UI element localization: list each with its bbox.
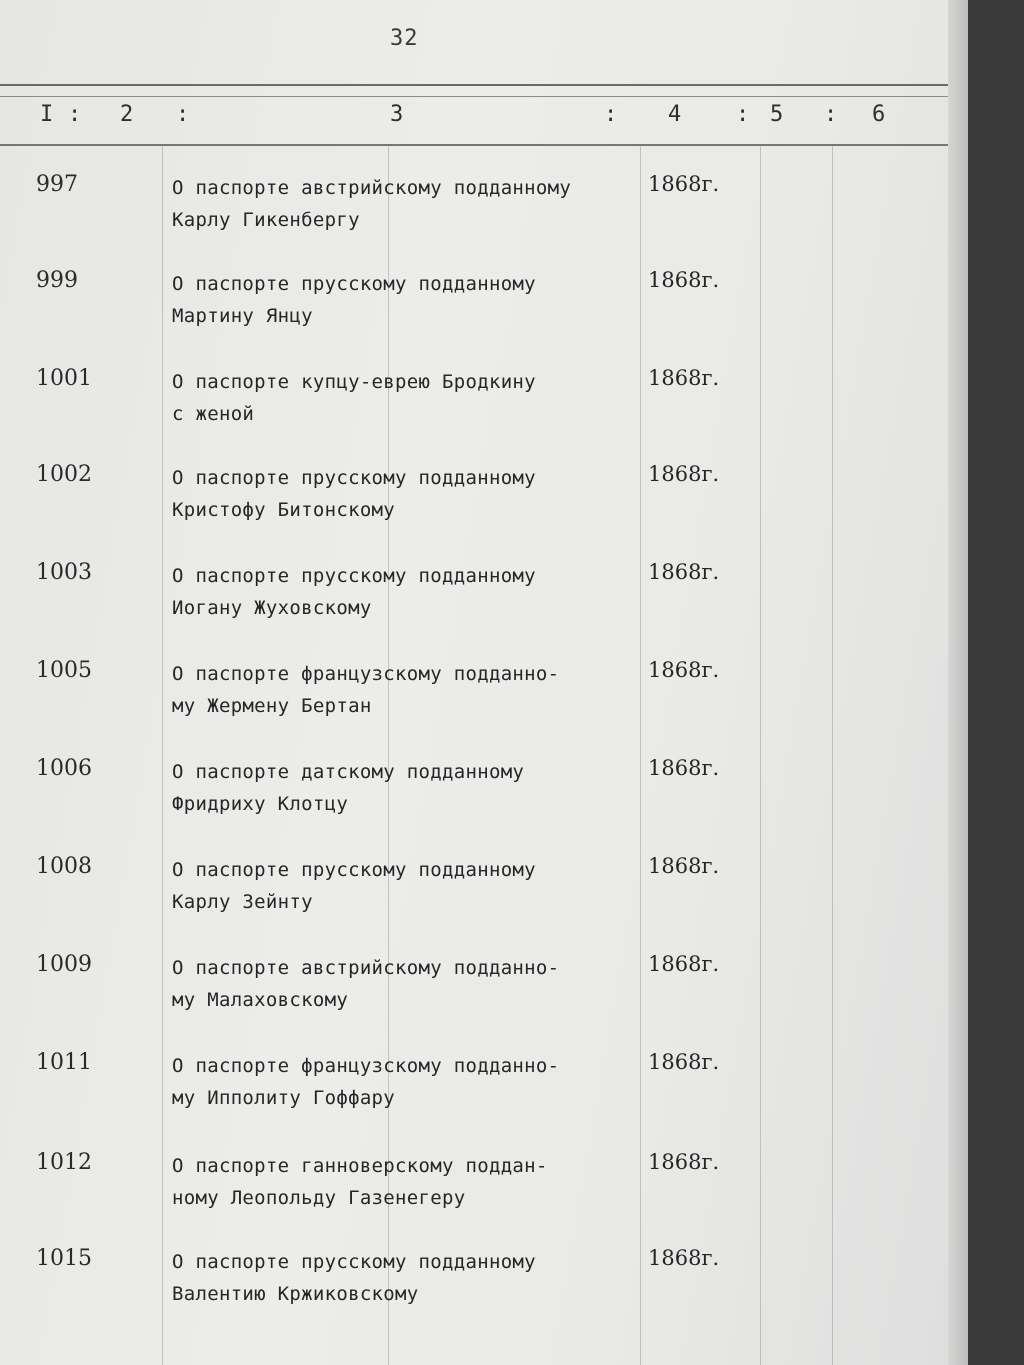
entry-year: 1868г. xyxy=(648,268,720,292)
list-item xyxy=(0,172,948,262)
entry-year: 1868г. xyxy=(648,952,720,976)
header-inner-rule xyxy=(0,96,948,97)
list-item xyxy=(0,462,948,552)
entry-year: 1868г. xyxy=(648,560,720,584)
entry-number: 1012 xyxy=(36,1150,92,1175)
column-header-1: I xyxy=(40,102,54,127)
entry-year: 1868г. xyxy=(648,366,720,390)
entry-description: О паспорте датскому подданному Фридриху Клотцу xyxy=(172,761,525,815)
entry-description: О паспорте прусскому подданному Валентию Кржиковскому xyxy=(172,1251,536,1305)
entry-number: 1002 xyxy=(36,462,92,487)
entry-year: 1868г. xyxy=(648,1050,720,1074)
header-top-rule xyxy=(0,84,948,86)
entry-number: 1006 xyxy=(36,756,92,781)
entry-year: 1868г. xyxy=(648,172,720,196)
list-item xyxy=(0,658,948,748)
entry-description: О паспорте прусскому подданному Карлу Зейнту xyxy=(172,859,536,913)
column-header-4: 4 xyxy=(668,102,682,127)
column-header-6: 6 xyxy=(872,102,886,127)
column-header-2: 2 xyxy=(120,102,134,127)
entry-description: О паспорте ганноверскому поддан- ному Леопольду Газенегеру xyxy=(172,1155,548,1209)
entry-number: 997 xyxy=(36,172,78,197)
entry-description: О паспорте французскому подданно- му Ипполиту Гоффару xyxy=(172,1055,560,1109)
list-item xyxy=(0,1050,948,1140)
entry-description: О паспорте прусскому подданному Иогану Жуховскому xyxy=(172,565,536,619)
column-header-row xyxy=(0,98,948,140)
entry-year: 1868г. xyxy=(648,1246,720,1270)
entry-description: О паспорте французскому подданно- му Жермену Бертан xyxy=(172,663,560,717)
entry-number: 1003 xyxy=(36,560,92,585)
page-edge xyxy=(948,0,968,1365)
list-item xyxy=(0,366,948,456)
list-item xyxy=(0,1150,948,1240)
list-item xyxy=(0,854,948,944)
entry-year: 1868г. xyxy=(648,658,720,682)
column-separator: : xyxy=(604,102,618,127)
entry-number: 999 xyxy=(36,268,78,293)
entry-year: 1868г. xyxy=(648,756,720,780)
entry-description: О паспорте прусскому подданному Мартину Янцу xyxy=(172,273,536,327)
column-header-5: 5 xyxy=(770,102,784,127)
list-item xyxy=(0,268,948,358)
entry-description: О паспорте австрийскому подданному Карлу Гикенбергу xyxy=(172,177,572,231)
entry-number: 1011 xyxy=(36,1050,92,1075)
header-bottom-rule xyxy=(0,144,948,146)
entry-number: 1015 xyxy=(36,1246,92,1271)
list-item xyxy=(0,560,948,650)
entry-description: О паспорте австрийскому подданно- му Малаховскому xyxy=(172,957,560,1011)
list-item xyxy=(0,756,948,846)
column-separator: : xyxy=(824,102,838,127)
column-separator: : xyxy=(736,102,750,127)
entry-description: О паспорте купцу-еврею Бродкину с женой xyxy=(172,371,536,425)
list-item xyxy=(0,1246,948,1336)
column-separator: : xyxy=(68,102,82,127)
entry-number: 1008 xyxy=(36,854,92,879)
entry-number: 1009 xyxy=(36,952,92,977)
entry-number: 1005 xyxy=(36,658,92,683)
entry-year: 1868г. xyxy=(648,854,720,878)
entry-year: 1868г. xyxy=(648,462,720,486)
column-header-3: 3 xyxy=(390,102,404,127)
entry-description: О паспорте прусскому подданному Кристофу Битонскому xyxy=(172,467,536,521)
entry-number: 1001 xyxy=(36,366,92,391)
list-item xyxy=(0,952,948,1042)
entry-year: 1868г. xyxy=(648,1150,720,1174)
page-number: 32 xyxy=(390,26,419,51)
column-separator: : xyxy=(176,102,190,127)
